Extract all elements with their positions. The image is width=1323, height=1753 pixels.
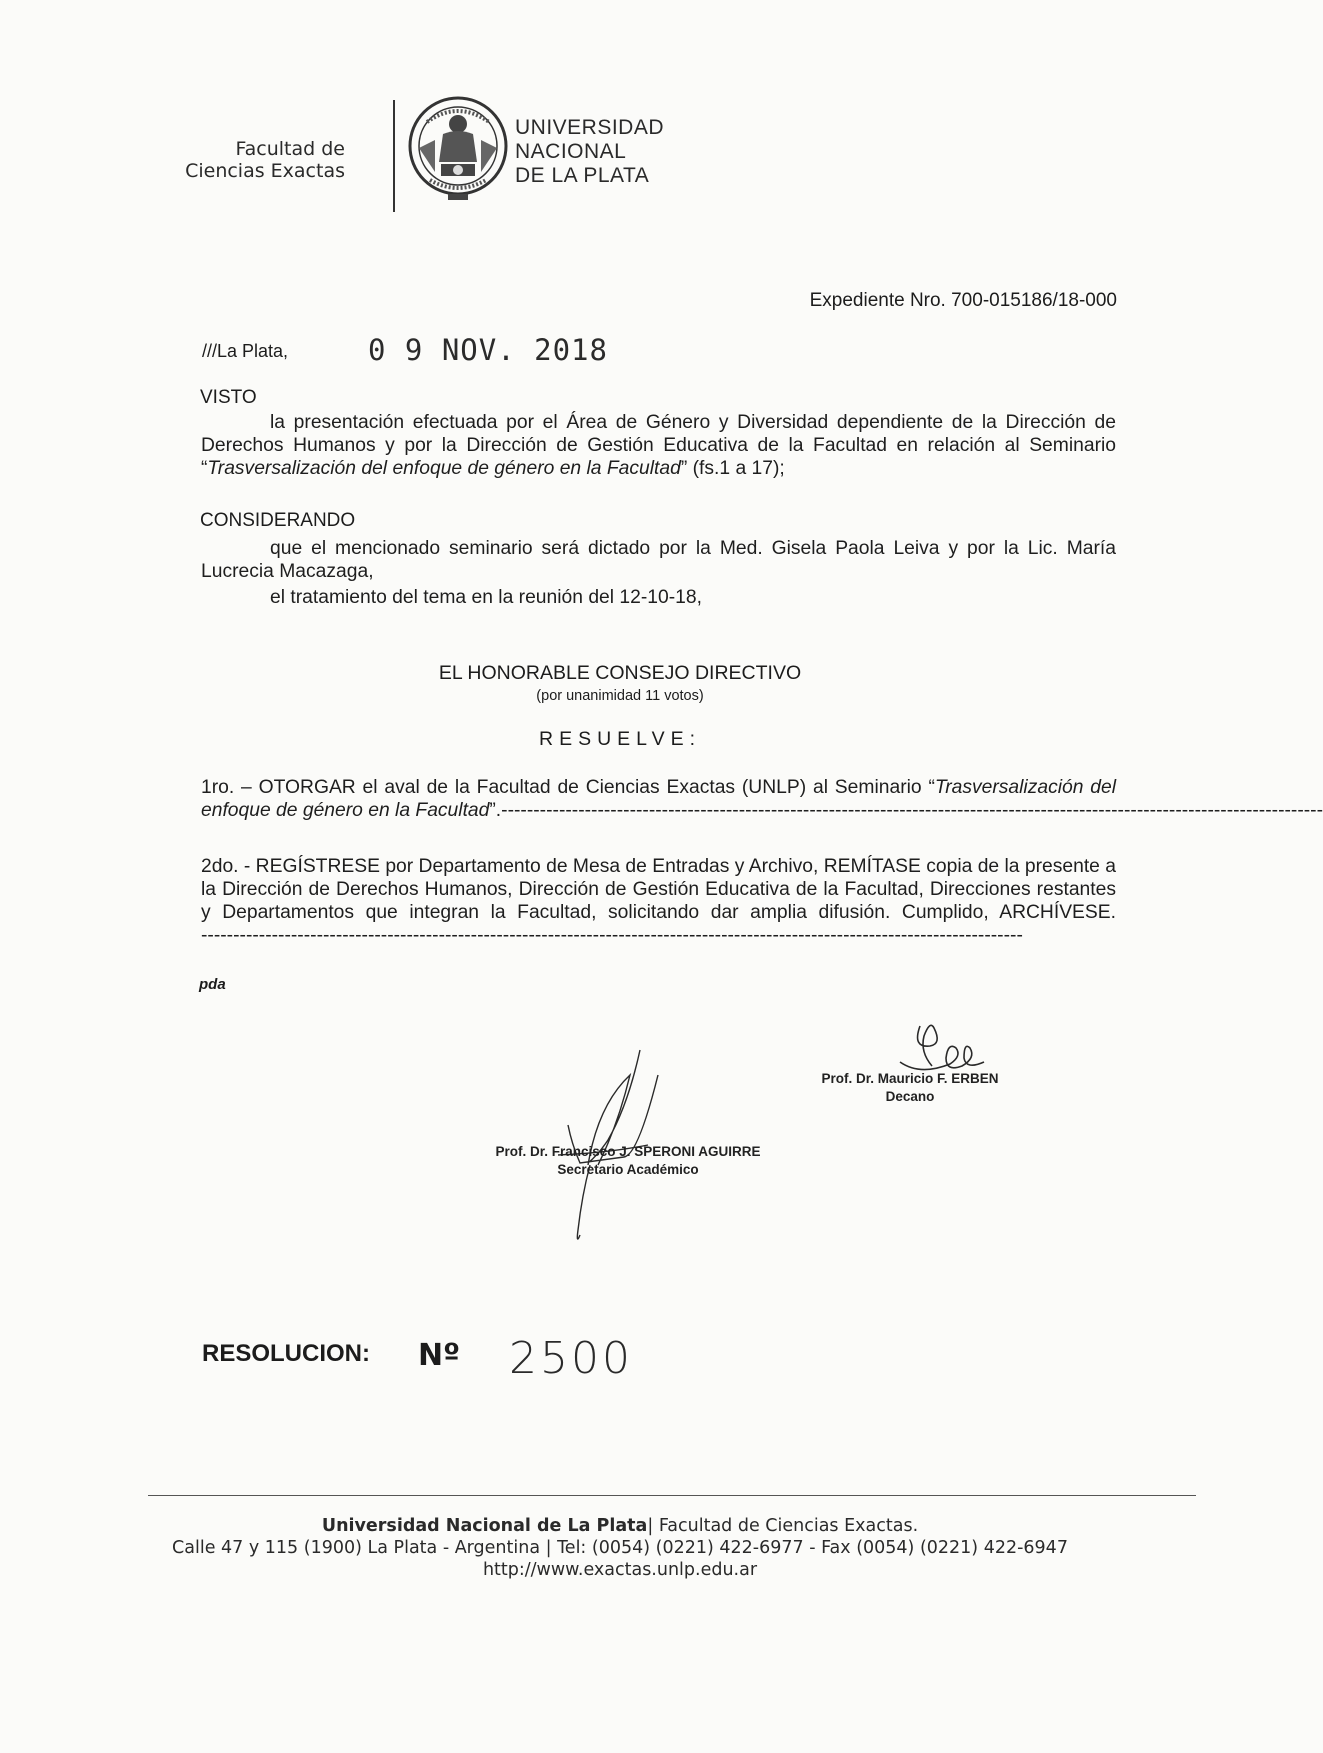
article-2 — [201, 855, 1116, 947]
considerando-paragraph-2: el tratamiento del tema en la reunión del 12-10-18, — [270, 587, 702, 608]
footer-divider — [148, 1495, 1196, 1496]
secretary-signature-block — [468, 1143, 788, 1179]
resolves-heading: RESUELVE: — [538, 728, 701, 750]
footer-address: Calle 47 y 115 (1900) La Plata - Argentina | Tel: (0054) (0221) 422-6977 - Fax (0054) (0221) 422-6947 — [172, 1538, 1068, 1558]
footer-faculty: | Facultad de Ciencias Exactas. — [647, 1516, 919, 1536]
footer — [0, 1515, 1240, 1581]
place: ///La Plata, — [202, 341, 289, 361]
date-stamp: 0 9 NOV. 2018 — [368, 333, 608, 367]
article-1 — [201, 776, 1323, 822]
letterhead-divider — [393, 100, 395, 212]
visto-text-end: ” (fs.1 a 17); — [680, 458, 785, 479]
university-line-1: UNIVERSIDAD — [515, 116, 665, 139]
article-1-text: 1ro. – OTORGAR el aval de la Facultad de Ciencias Exactas (UNLP) al Seminario “ — [201, 777, 935, 798]
visto-heading: VISTO — [200, 387, 257, 408]
secretary-name: Prof. Dr. Francisco J. SPERONI AGUIRRE — [495, 1144, 761, 1159]
file-number: Expediente Nro. 700-015186/18-000 — [809, 290, 1117, 311]
footer-url: http://www.exactas.unlp.edu.ar — [482, 1560, 758, 1580]
resolution-label: RESOLUCION: — [202, 1340, 370, 1367]
resolution-number: 2500 — [509, 1333, 633, 1384]
visto-text: la presentación efectuada por el Área de Género y Diversidad dependiente de la Dirección de Derechos Humanos y por la Dirección de Gestión Educativa de la Facultad en relación al Seminario “ — [201, 412, 1116, 479]
vote-count: (por unanimidad 11 votos) — [536, 688, 704, 704]
article-1-end: ”. — [489, 800, 502, 821]
faculty-name — [185, 138, 345, 182]
considerando-paragraph-1: que el mencionado seminario será dictado por la Med. Gisela Paola Leiva y por la Lic. María Lucrecia Macazaga, — [201, 538, 1116, 582]
university-name — [515, 116, 664, 188]
dean-signature-block — [790, 1070, 1030, 1106]
university-line-3: DE LA PLATA — [515, 164, 650, 187]
footer-university: Universidad Nacional de La Plata — [321, 1516, 648, 1536]
considerando-heading: CONSIDERANDO — [200, 510, 356, 531]
university-line-2: NACIONAL — [515, 140, 627, 163]
university-seal-icon — [405, 92, 511, 210]
dash-filler: -------------------------------------------------------------------------------------------------------------------------------- — [501, 800, 1323, 821]
footer-line-1 — [0, 1515, 1240, 1537]
dean-name: Prof. Dr. Mauricio F. ERBEN — [821, 1071, 999, 1086]
secretary-title: Secretario Académico — [557, 1162, 699, 1177]
council-name: EL HONORABLE CONSEJO DIRECTIVO — [438, 662, 802, 684]
dean-title: Decano — [885, 1089, 935, 1104]
faculty-line-1: Facultad de — [235, 138, 345, 160]
faculty-line-2: Ciencias Exactas — [185, 160, 345, 182]
initials: pda — [199, 976, 226, 993]
article-1-seminar-title: Trasversalización del enfoque de género en la Facultad — [201, 777, 1116, 821]
dash-filler: -------------------------------------------------------------------------------------------------------------------------------- — [201, 925, 1023, 946]
number-sign: Nº — [418, 1338, 461, 1373]
visto-paragraph — [201, 411, 1116, 480]
seminar-title: Trasversalización del enfoque de género en la Facultad — [207, 458, 681, 479]
article-2-text: 2do. - REGÍSTRESE por Departamento de Mesa de Entradas y Archivo, REMÍTASE copia de la presente a la Dirección de Derechos Humanos, Dirección de Gestión Educativa de la Facultad, Direcciones restantes y Departamentos que integran la Facultad, solicitando dar amplia difusión. Cumplido, ARCHÍVESE. — [201, 856, 1116, 923]
